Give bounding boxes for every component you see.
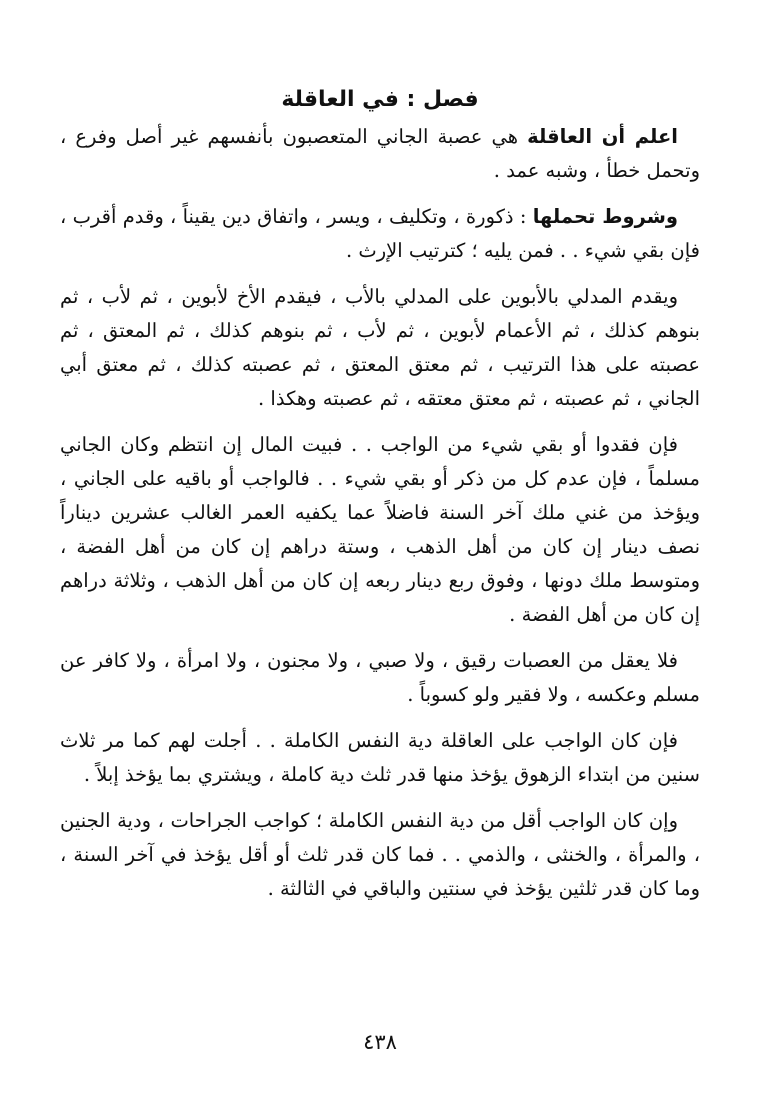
paragraph-6 [60,724,700,792]
paragraph-4-text: فإن فقدوا أو بقي شيء من الواجب . . فبيت المال إن انتظم وكان الجاني مسلماً ، فإن عدم كل من ذكر أو بقي شيء . . فالواجب أو باقيه على الجاني ، ويؤخذ من غني ملك آخر السنة فاضلاً عما يكفيه العمر الغالب عشرين ديناراً نصف دينار إن كان من أهل الذهب ، وستة دراهم إن كان من أهل الفضة ، ومتوسط ملك دونها ، وفوق ربع دينار ربعه إن كان من أهل الذهب ، وثلاثة دراهم إن كان من أهل الفضة . [60,433,700,626]
paragraph-5-text: فلا يعقل من العصبات رقيق ، ولا صبي ، ولا مجنون ، ولا امرأة ، ولا كافر عن مسلم وعكسه ، ولا فقير ولو كسوباً . [60,649,700,706]
paragraph-7-text: وإن كان الواجب أقل من دية النفس الكاملة ؛ كواجب الجراحات ، ودية الجنين ، والمرأة ، والخنثى ، والذمي . . فما كان قدر ثلث أو أقل يؤخذ في آخر السنة ، وما كان قدر ثلثين يؤخذ في سنتين والباقي في الثالثة . [60,809,700,900]
paragraph-5 [60,644,700,712]
paragraph-1-lead: اعلم أن العاقلة [527,125,678,148]
paragraph-3 [60,280,700,416]
paragraph-4 [60,428,700,632]
chapter-heading: فصل : في العاقلة [281,87,479,112]
paragraph-2-text: : ذكورة ، وتكليف ، ويسر ، واتفاق دين يقيناً ، وقدم أقرب ، فإن بقي شيء . . فمن يليه ؛ كترتيب الإرث . [60,205,700,262]
paragraph-2-lead: وشروط تحملها [532,205,679,228]
paragraph-3-text: ويقدم المدلي بالأبوين على المدلي بالأب ، فيقدم الأخ لأبوين ، ثم لأب ، ثم بنوهم كذلك ، ثم الأعمام لأبوين ، ثم لأب ، ثم بنوهم كذلك ، ثم المعتق ، ثم عصبته على هذا الترتيب ، ثم معتق المعتق ، ثم عصبته كذلك ، ثم معتق أبي الجاني ، ثم عصبته ، ثم معتق معتقه ، ثم عصبته وهكذا . [60,285,700,410]
paragraph-6-text: فإن كان الواجب على العاقلة دية النفس الكاملة . . أجلت لهم كما مر ثلاث سنين من ابتداء الزهوق يؤخذ منها قدر ثلث دية كاملة ، ويشتري بما يؤخذ إبلاً . [60,729,700,786]
paragraph-1-text: هي عصبة الجاني المتعصبون بأنفسهم غير أصل وفرع ، وتحمل خطأ ، وشبه عمد . [60,125,700,182]
page-number: ٤٣٨ [363,1030,397,1054]
paragraph-7 [60,804,700,906]
paragraph-2 [60,200,700,268]
book-page [60,80,700,1080]
paragraph-1 [60,120,700,188]
